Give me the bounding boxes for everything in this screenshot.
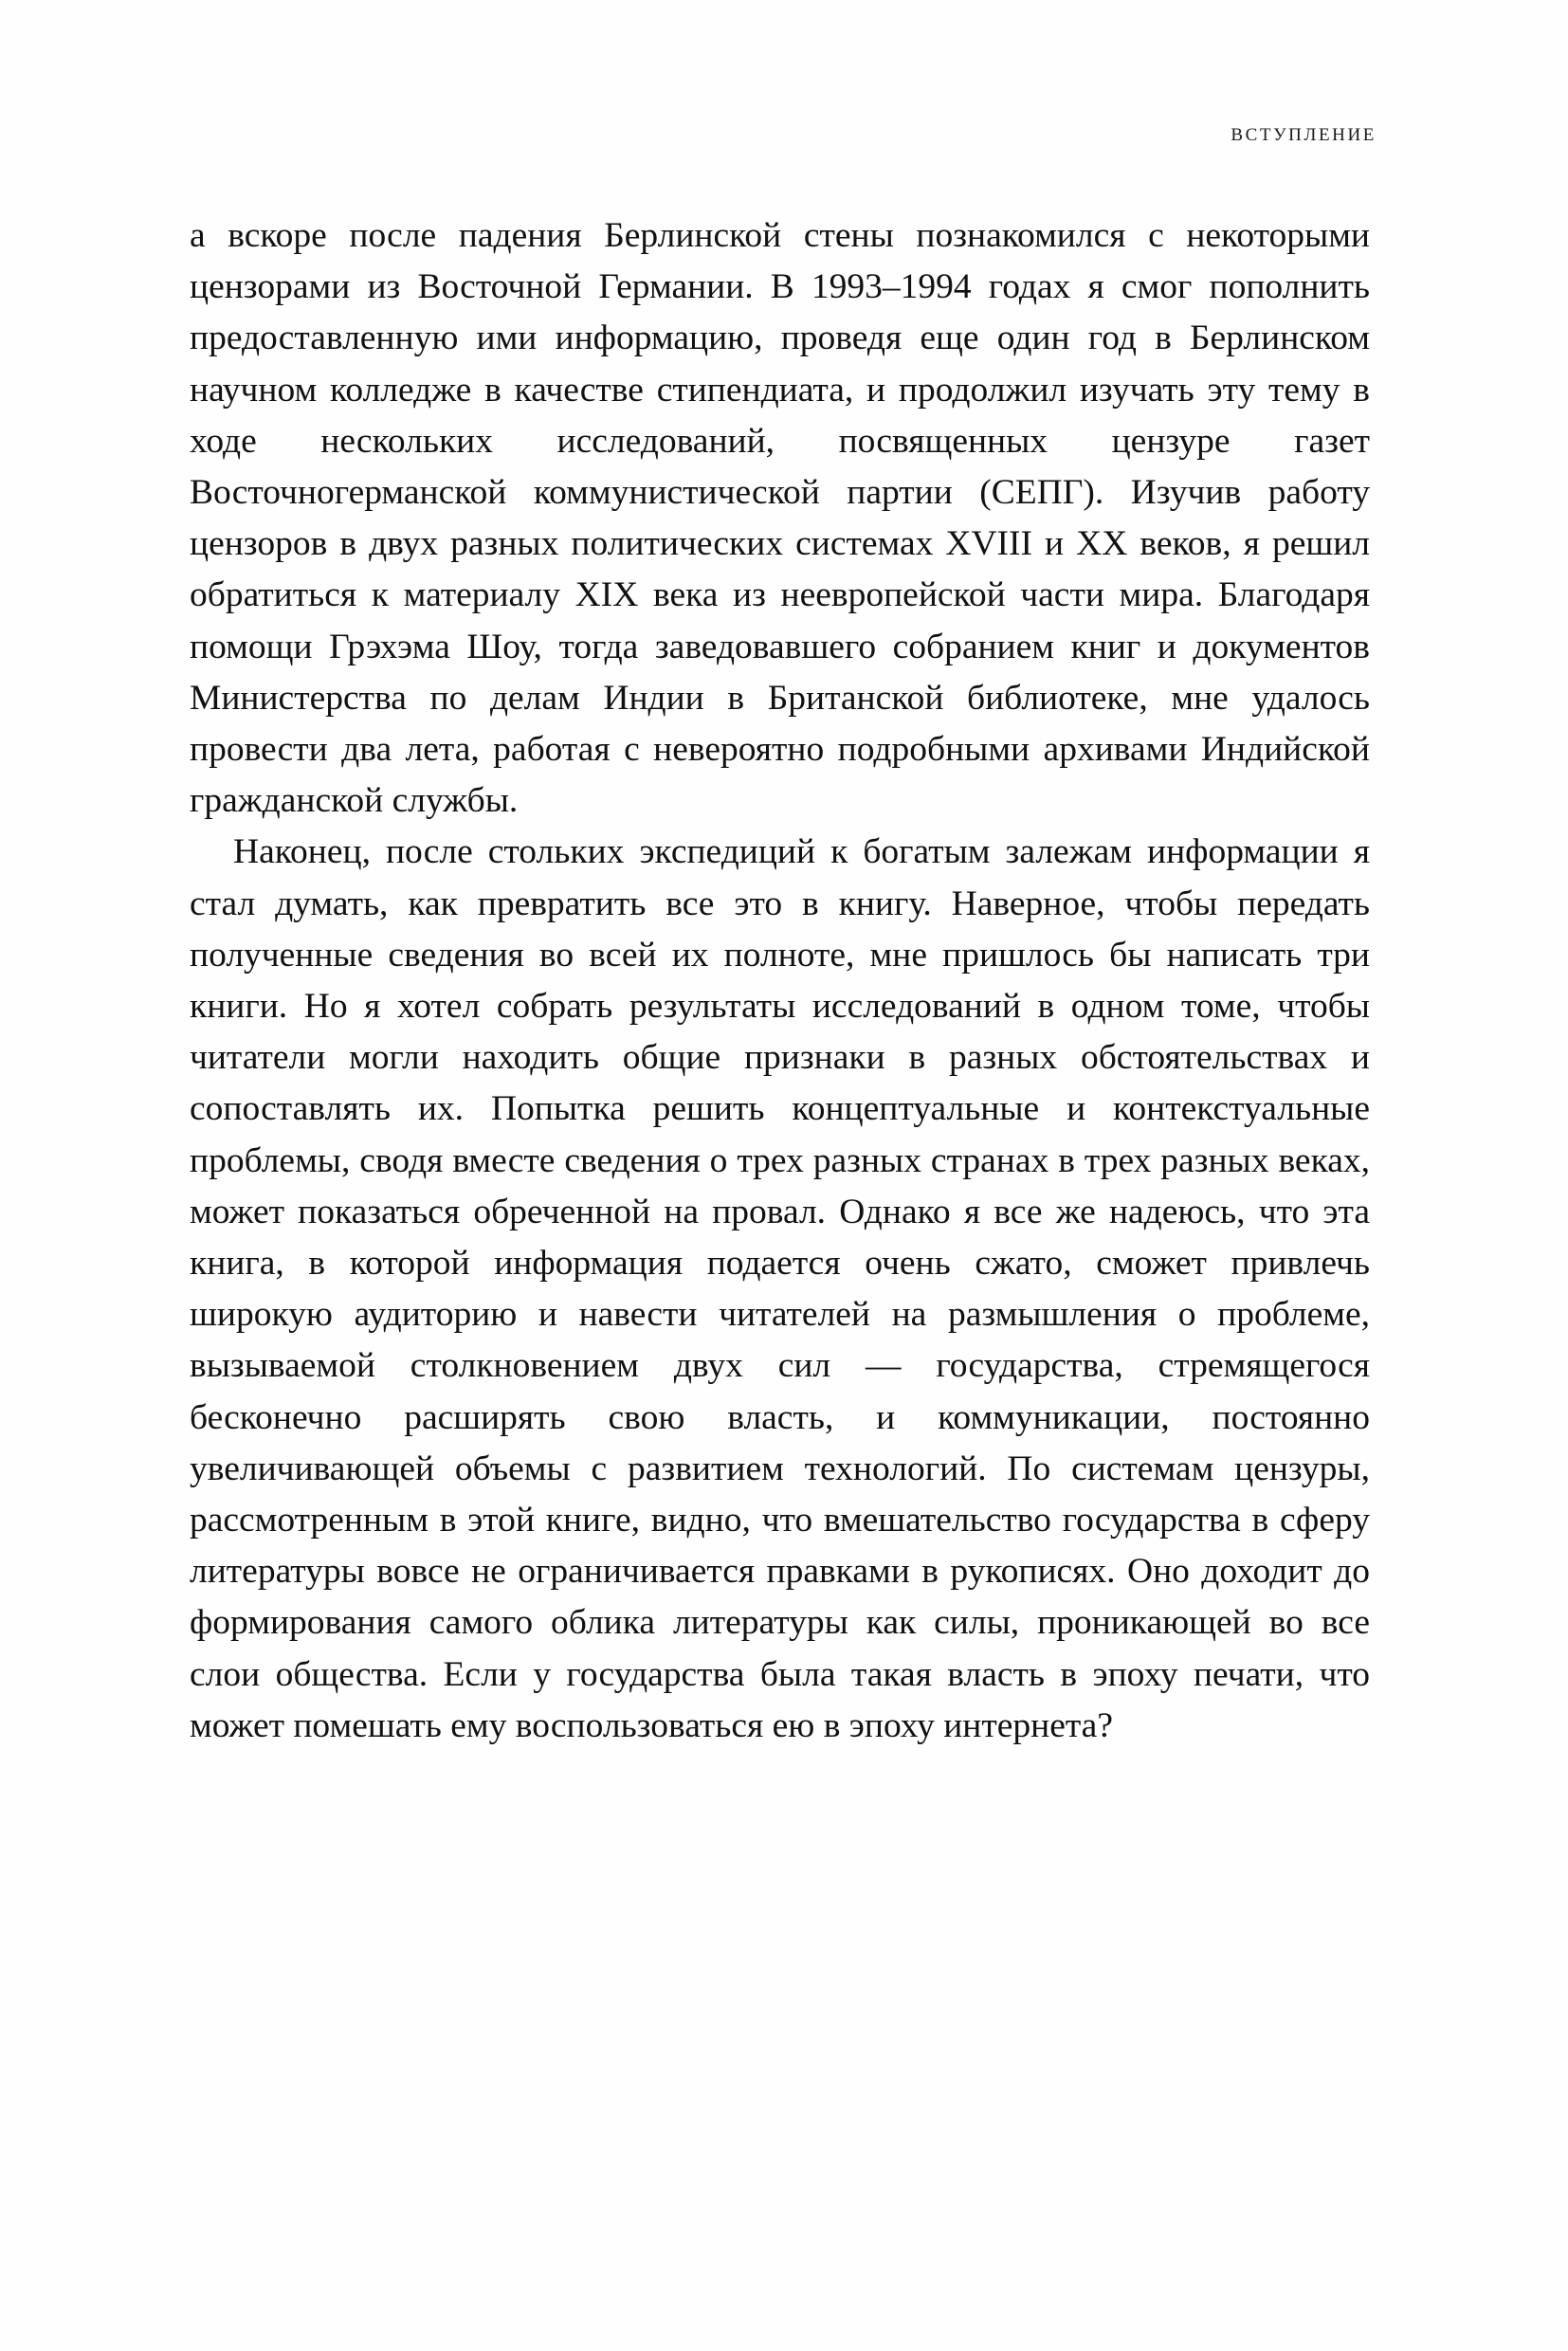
body-text-column: [190, 210, 1370, 1752]
paragraph: а вскоре после падения Берлинской стены познакомился с некоторыми цензорами из Восточной Германии. В 1993–1994 годах я смог пополнить предоставленную ими информацию, проведя еще один год в Берлинском научном колледже в качестве стипендиата, и продолжил изучать эту тему в ходе нескольких исследований, посвященных цензуре газет Восточногерманской коммунистической партии (СЕПГ). Изучив работу цензоров в двух разных политических системах XVIII и XX веков, я решил обратиться к материалу XIX века из неевропейской части мира. Благодаря помощи Грэхэма Шоу, тогда заведовавшего собранием книг и документов Министерства по делам Индии в Британской библиотеке, мне удалось провести два лета, работая с невероятно подробными архивами Индийской гражданской службы.: [190, 216, 1370, 821]
running-head: ВСТУПЛЕНИЕ: [1231, 125, 1377, 145]
paragraph: Наконец, после стольких экспедиций к богатым залежам информации я стал думать, как превратить все это в книгу. Наверное, чтобы передать полученные сведения во всей их полноте, мне пришлось бы написать три книги. Но я хотел собрать результаты исследований в одном томе, чтобы читатели могли находить общие признаки в разных обстоятельствах и сопоставлять их. Попытка решить концептуальные и контекстуальные проблемы, сводя вместе сведения о трех разных странах в трех разных веках, может показаться обреченной на провал. Однако я все же надеюсь, что эта книга, в которой информация подается очень сжато, сможет привлечь широкую аудиторию и навести читателей на размышления о проблеме, вызываемой столкновением двух сил — государства, стремящегося бесконечно расширять свою власть, и коммуникации, постоянно увеличивающей объемы с развитием технологий. По системам цензуры, рассмотренным в этой книге, видно, что вмешательство государства в сферу литературы вовсе не ограничивается правками в рукописях. Оно доходит до формирования самого облика литературы как силы, проникающей во все слои общества. Если у государства была такая власть в эпоху печати, что может помешать ему воспользоваться ею в эпоху интернета?: [190, 832, 1370, 1745]
